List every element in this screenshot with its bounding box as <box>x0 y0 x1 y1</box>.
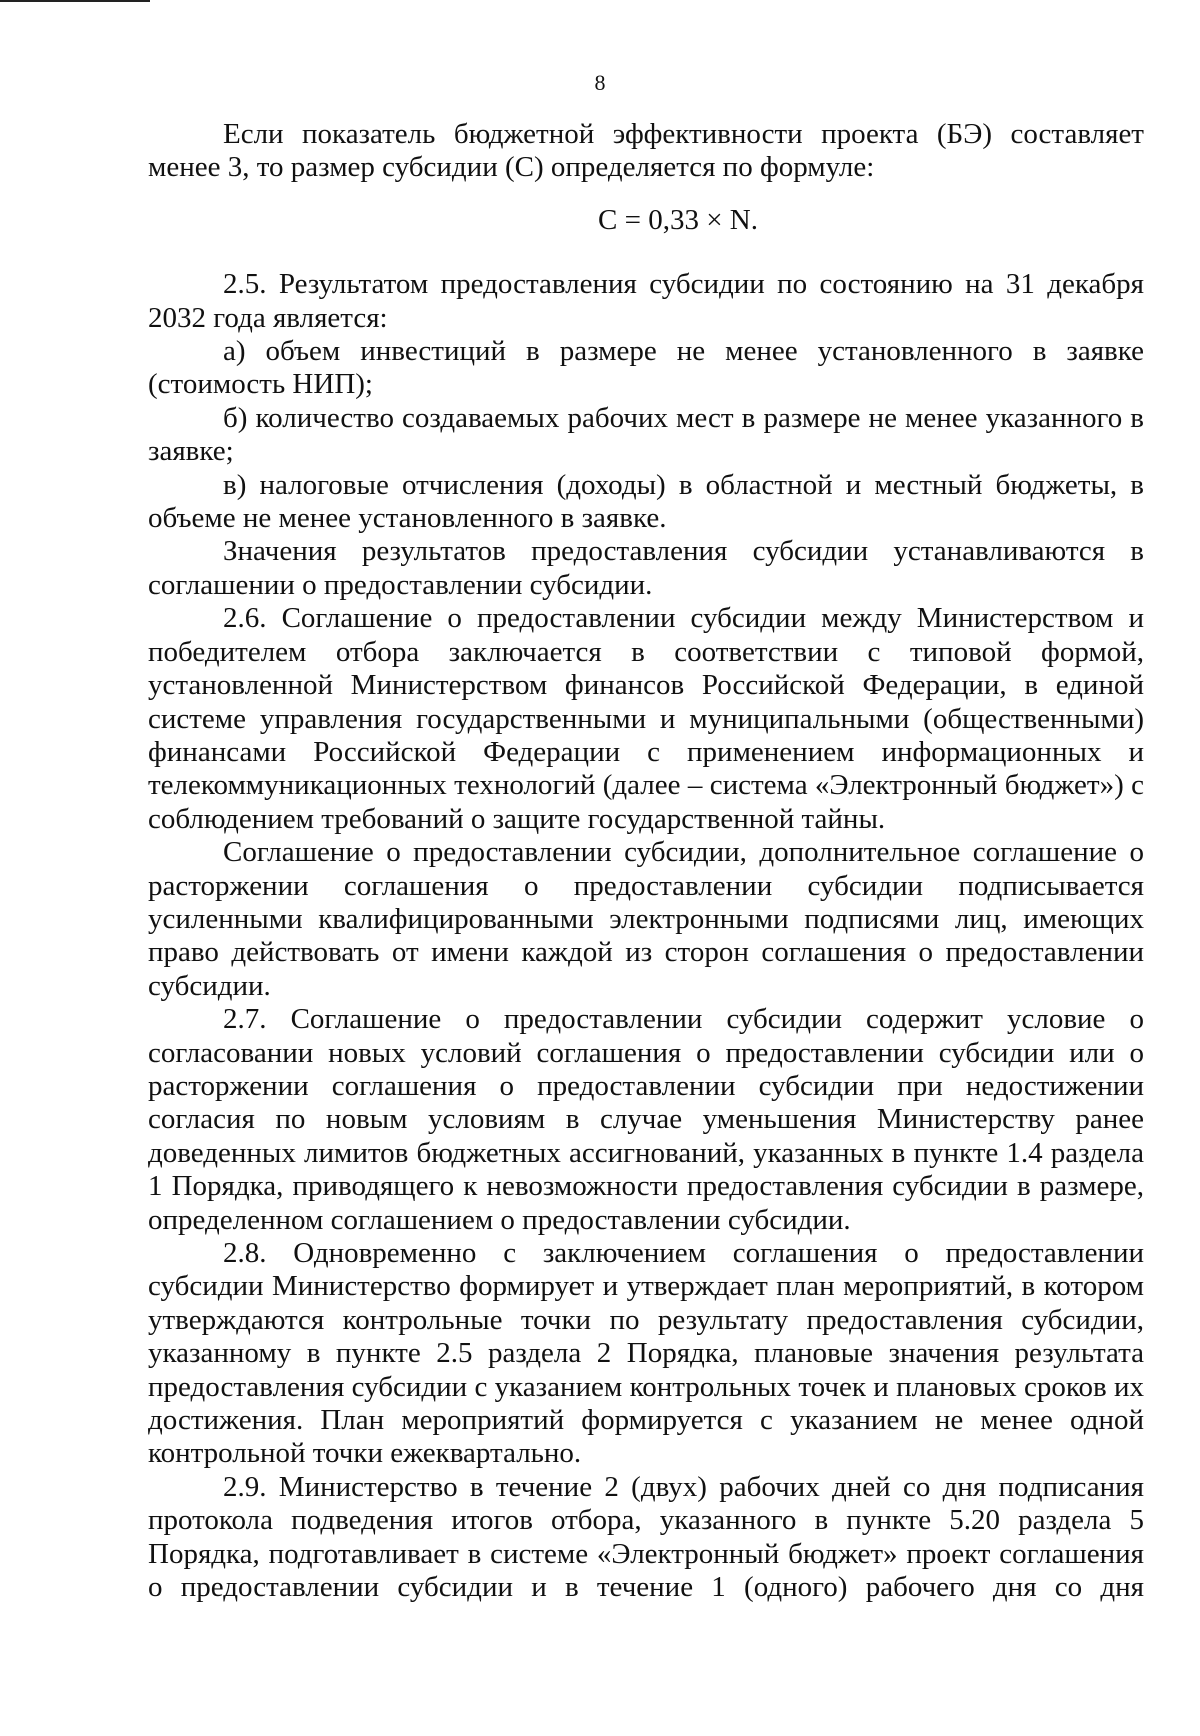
paragraph-2-8: 2.8. Одновременно с заключением соглашения о предоставлении субсидии Министерство формирует и утверждает план мероприятий, в котором утверждаются контрольные точки по результату предоставления субсидии, указанному в пункте 2.5 раздела 2 Порядка, плановые значения результата предоставления субсидии с указанием контрольных точек и плановых сроков их достижения. План мероприятий формируется с указанием не менее одной контрольной точки ежеквартально. <box>148 1237 1144 1470</box>
paragraph-2-5-a: а) объем инвестиций в размере не менее установленного в заявке (стоимость НИП); <box>148 335 1144 401</box>
paragraph-2-7: 2.7. Соглашение о предоставлении субсидии содержит условие о согласовании новых условий соглашения о предоставлении субсидии или о расторжении соглашения о предоставлении субсидии при недостижении согласия по новым условиям в случае уменьшения Министерству ранее доведенных лимитов бюджетных ассигнований, указанных в пункте 1.4 раздела 1 Порядка, приводящего к невозможности предоставления субсидии в размере, определенном соглашением о предоставлении субсидии. <box>148 1003 1144 1236</box>
scan-edge-line <box>0 0 150 2</box>
paragraph-2-5-b: б) количество создаваемых рабочих мест в размере не менее указанного в заявке; <box>148 401 1144 468</box>
paragraph-result-values: Значения результатов предоставления субсидии устанавливаются в соглашении о предоставлении субсидии. <box>148 535 1144 601</box>
document-body <box>148 118 1144 1604</box>
subsidy-formula: С = 0,33 × N. <box>598 203 758 236</box>
paragraph-2-6: 2.6. Соглашение о предоставлении субсидии между Министерством и победителем отбора заключается в соответствии с типовой формой, установленной Министерством финансов Российской Федерации, в единой системе управления государственными и муниципальными (общественными) финансами Российской Федерации с применением информационных и телекоммуникационных технологий (далее – система «Электронный бюджет») с соблюдением требований о защите государственной тайны. <box>148 602 1144 835</box>
paragraph-subsidy-condition: Если показатель бюджетной эффективности проекта (БЭ) составляет менее 3, то размер субсидии (С) определяется по формуле: <box>148 118 1144 184</box>
paragraph-2-5-v: в) налоговые отчисления (доходы) в областной и местный бюджеты, в объеме не менее установленного в заявке. <box>148 468 1144 535</box>
paragraph-2-5: 2.5. Результатом предоставления субсидии по состоянию на 31 декабря 2032 года является: <box>148 268 1144 334</box>
page-number: 8 <box>594 70 606 95</box>
paragraph-signatures: Соглашение о предоставлении субсидии, дополнительное соглашение о расторжении соглашения о предоставлении субсидии подписывается усиленными квалифицированными электронными подписями лиц, имеющих право действовать от имени каждой из сторон соглашения о предоставлении субсидии. <box>148 836 1144 1002</box>
paragraph-2-9: 2.9. Министерство в течение 2 (двух) рабочих дней со дня подписания протокола подведения итогов отбора, указанного в пункте 5.20 раздела 5 Порядка, подготавливает в системе «Электронный бюджет» проект соглашения о предоставлении субсидии и в течение 1 (одного) рабочего дня со дня <box>148 1470 1144 1604</box>
